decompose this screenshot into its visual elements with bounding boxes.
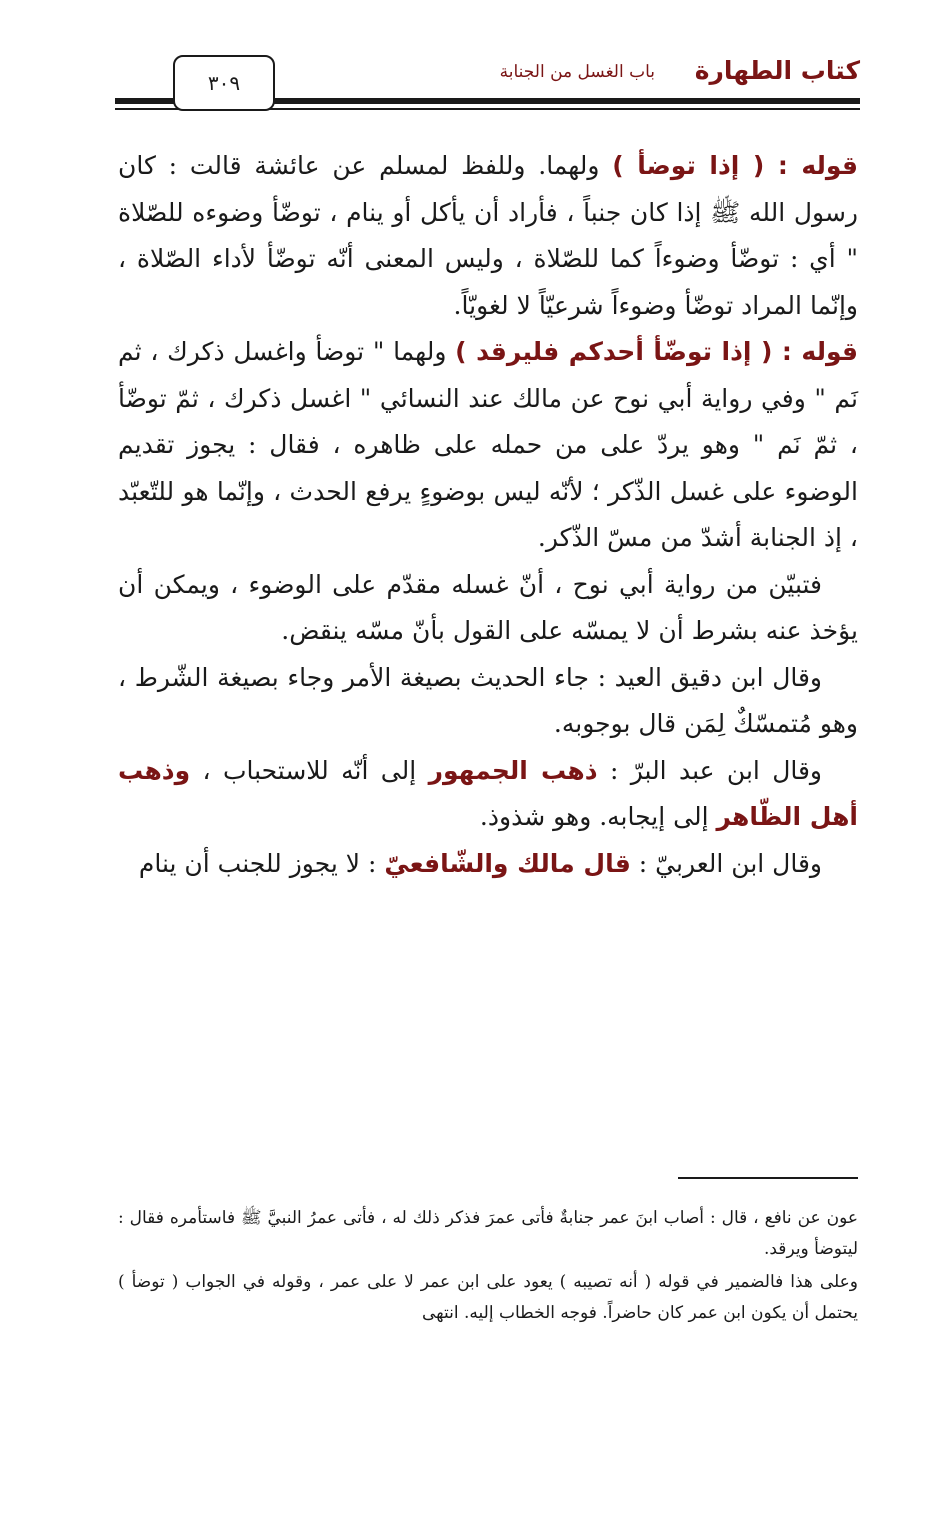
book-title: كتاب الطهارة xyxy=(694,56,860,85)
main-text xyxy=(118,143,858,887)
paragraph-4 xyxy=(118,655,858,748)
paragraph-text: وقال ابن العربيّ : xyxy=(630,848,822,878)
paragraph-body: وقال ابن دقيق العيد : جاء الحديث بصيغة الأمر وجاء بصيغة الشّرط ، وهو مُتمسّكٌ لِمَن قال بوجوبه. xyxy=(118,662,858,738)
highlight-text: قال مالك والشّافعيّ xyxy=(384,848,631,878)
paragraph-lead: قوله : ( إذا توضأ ) xyxy=(612,151,858,180)
paragraph-1 xyxy=(118,143,858,329)
highlight-text: ذهب الجمهور xyxy=(428,755,598,785)
highlight-text: وذهب أهل الظّاهر xyxy=(118,755,858,831)
footnotes xyxy=(118,1203,858,1331)
page-number: ٣٠٩ xyxy=(173,55,275,111)
paragraph-text: إلى أنّه للاستحباب ، xyxy=(190,755,429,785)
paragraph-lead: قوله : ( إذا توضّأ أحدكم فليرقد ) xyxy=(455,337,858,366)
paragraph-text: إلى إيجابه. وهو شذوذ. xyxy=(479,802,717,831)
paragraph-text: : لا يجوز للجنب أن ينام xyxy=(138,848,385,878)
paragraph-text: وقال ابن عبد البرّ : xyxy=(597,755,822,785)
chapter-title: باب الغسل من الجنابة xyxy=(499,62,655,82)
paragraph-body: ولهما " توضأ واغسل ذكرك ، ثم نَم " وفي رواية أبي نوح عن مالك عند النسائي " اغسل ذكرك ، ثمّ توضّأ ، ثمّ نَم " وهو يردّ على من حمله على ظاهره ، فقال : يجوز تقديم الوضوء على غسل الذّكر ؛ لأنّه ليس بوضوءٍ يرفع الحدث ، وإنّما هو للتّعبّد ، إذ الجنابة أشدّ من مسّ الذّكر. xyxy=(118,337,858,552)
footnote-separator xyxy=(678,1177,858,1179)
paragraph-3 xyxy=(118,562,858,655)
footnote-line: وعلى هذا فالضمير في قوله ( أنه تصيبه ) يعود على ابن عمر لا على عمر ، وقوله في الجواب ( توضأ ) يحتمل أن يكون ابن عمر كان حاضراً. فوجه الخطاب إليه. انتهى xyxy=(118,1272,858,1323)
paragraph-6 xyxy=(118,841,858,888)
paragraph-body: فتبيّن من رواية أبي نوح ، أنّ غسله مقدّم على الوضوء ، ويمكن أن يؤخذ عنه بشرط أن لا يمسّه على القول بأنّ مسّه ينقض. xyxy=(118,569,858,645)
footnote-line: عون عن نافع ، قال : أصاب ابنَ عمر جنابةٌ فأتى عمرَ فذكر ذلك له ، فأتى عمرُ النبيَّ ﷺ فاستأمره فقال : ليتوضأ ويرقد. xyxy=(118,1208,858,1259)
paragraph-body: ولهما. وللفظ لمسلم عن عائشة قالت : كان رسول الله ﷺ إذا كان جنباً ، فأراد أن يأكل أو ينام ، توضّأ وضوءه للصّلاة " أي : توضّأ وضوءاً كما للصّلاة ، وليس المعنى أنّه توضّأ لأداء الصّلاة ، وإنّما المراد توضّأ وضوءاً شرعيّاً لا لغويّاً. xyxy=(118,151,858,320)
paragraph-5 xyxy=(118,748,858,841)
paragraph-2 xyxy=(118,329,858,562)
